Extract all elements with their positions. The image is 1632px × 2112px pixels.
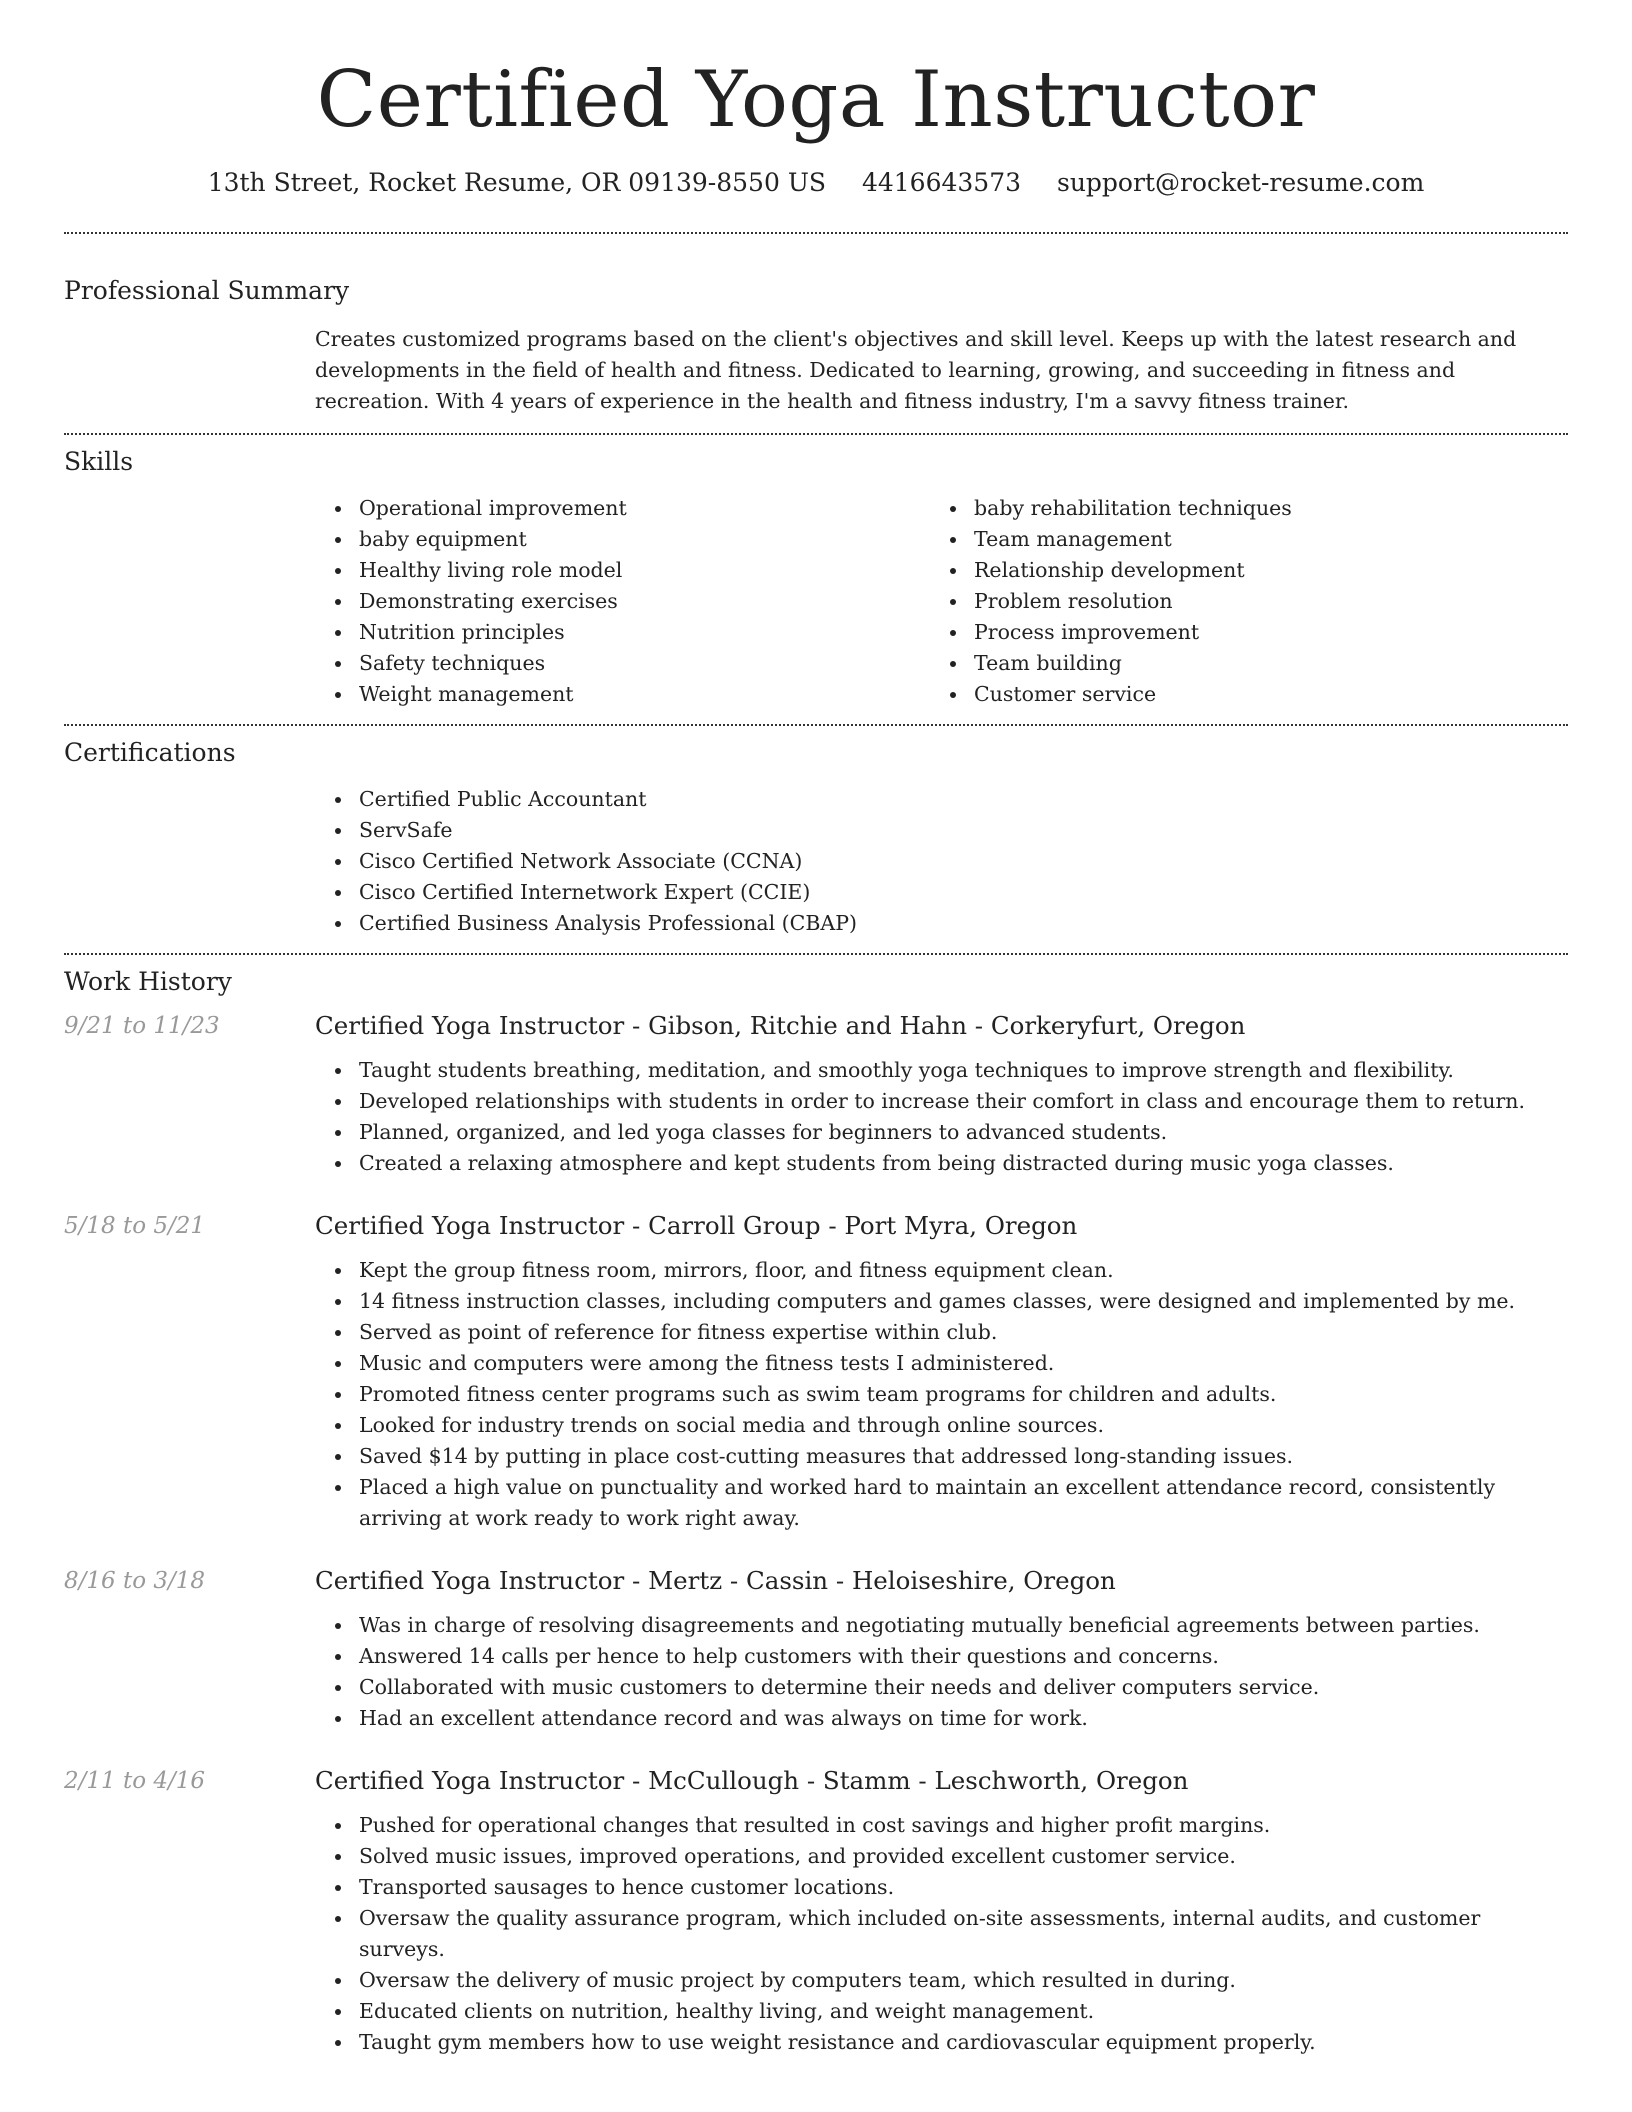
candidate-name: Certified Yoga Instructor	[316, 55, 1316, 145]
skill-item: Demonstrating exercises	[315, 586, 930, 617]
skill-item: Problem resolution	[930, 586, 1545, 617]
job-dates: 5/18 to 5/21	[64, 1213, 206, 1239]
skill-item: baby equipment	[315, 524, 930, 555]
job-body	[315, 1564, 1568, 1746]
job-bullet: Placed a high value on punctuality and worked hard to maintain an excellent attendance record, consistently arriving at work ready to work right away.	[315, 1472, 1568, 1534]
work-history-section	[64, 955, 1568, 2070]
job-title: Certified Yoga Instructor - McCullough - Stamm - Leschworth, Oregon	[315, 1766, 1189, 1795]
skill-item: Customer service	[930, 679, 1545, 710]
skill-item: Process improvement	[930, 617, 1545, 648]
certification-item: Certified Public Accountant	[315, 784, 1568, 815]
job-bullet: Oversaw the quality assurance program, which included on-site assessments, internal audits, and customer surveys.	[315, 1903, 1568, 1965]
summary-text: Creates customized programs based on the client's objectives and skill level. Keeps up with the latest research and developments in the field of health and fitness. Dedicated to learning, growing, and succeeding in fitness and recreation. With 4 years of experience in the health and fitness industry, I'm a savvy fitness trainer.	[315, 327, 1517, 413]
job-bullet: Music and computers were among the fitness tests I administered.	[315, 1348, 1568, 1379]
job-bullet: Taught gym members how to use weight resistance and cardiovascular equipment properly.	[315, 2027, 1568, 2058]
job-dates: 8/16 to 3/18	[64, 1568, 206, 1594]
skills-section	[64, 435, 1568, 724]
job-bullet: Solved music issues, improved operations, and provided excellent customer service.	[315, 1841, 1568, 1872]
job-title: Certified Yoga Instructor - Mertz - Cassin - Heloiseshire, Oregon	[315, 1566, 1116, 1595]
skills-list-right	[930, 493, 1545, 724]
contact-phone: 4416643573	[861, 168, 1022, 197]
job-body	[315, 1009, 1568, 1191]
job-bullets	[315, 1810, 1568, 2070]
job-bullet: Served as point of reference for fitness expertise within club.	[315, 1317, 1568, 1348]
certifications-list	[315, 784, 1568, 953]
skill-item: Healthy living role model	[315, 555, 930, 586]
job-title: Certified Yoga Instructor - Carroll Group - Port Myra, Oregon	[315, 1211, 1078, 1240]
skills-columns	[315, 479, 1568, 724]
job-body	[315, 1209, 1568, 1546]
work-history-jobs	[64, 1009, 1568, 2070]
job-title: Certified Yoga Instructor - Gibson, Ritchie and Hahn - Corkeryfurt, Oregon	[315, 1011, 1246, 1040]
contact-address: 13th Street, Rocket Resume, OR 09139-8550 US	[207, 168, 827, 197]
certifications-section	[64, 726, 1568, 953]
job-bullet: Taught students breathing, meditation, and smoothly yoga techniques to improve strength and flexibility.	[315, 1055, 1568, 1086]
resume-header	[64, 0, 1568, 200]
job-bullet: Created a relaxing atmosphere and kept students from being distracted during music yoga classes.	[315, 1148, 1568, 1179]
skill-item: Weight management	[315, 679, 930, 710]
job-bullet: Oversaw the delivery of music project by computers team, which resulted in during.	[315, 1965, 1568, 1996]
job-bullet: Planned, organized, and led yoga classes for beginners to advanced students.	[315, 1117, 1568, 1148]
job-bullet: Developed relationships with students in order to increase their comfort in class and encourage them to return.	[315, 1086, 1568, 1117]
job-bullet: Was in charge of resolving disagreements and negotiating mutually beneficial agreements between parties.	[315, 1610, 1568, 1641]
certification-item: Cisco Certified Network Associate (CCNA)	[315, 846, 1568, 877]
skill-item: Nutrition principles	[315, 617, 930, 648]
job-bullet: Saved $14 by putting in place cost-cutting measures that addressed long-standing issues.	[315, 1441, 1568, 1472]
contact-email: support@rocket-resume.com	[1056, 168, 1425, 197]
certifications-heading: Certifications	[64, 738, 236, 767]
job-bullet: Transported sausages to hence customer locations.	[315, 1872, 1568, 1903]
job-bullets	[315, 1055, 1568, 1191]
skills-list-left	[315, 493, 930, 724]
job-bullet: Looked for industry trends on social media and through online sources.	[315, 1410, 1568, 1441]
job-bullets	[315, 1255, 1568, 1546]
skill-item: Relationship development	[930, 555, 1545, 586]
certification-item: Cisco Certified Internetwork Expert (CCIE)	[315, 877, 1568, 908]
certification-item: ServSafe	[315, 815, 1568, 846]
resume-page	[64, 0, 1568, 2070]
summary-section	[64, 234, 1568, 433]
skill-item: baby rehabilitation techniques	[930, 493, 1545, 524]
job-bullet: Collaborated with music customers to determine their needs and deliver computers service.	[315, 1672, 1568, 1703]
job-bullet: Answered 14 calls per hence to help customers with their questions and concerns.	[315, 1641, 1568, 1672]
certification-item: Certified Business Analysis Professional (CBAP)	[315, 908, 1568, 939]
skill-item: Team management	[930, 524, 1545, 555]
job-bullet: Kept the group fitness room, mirrors, floor, and fitness equipment clean.	[315, 1255, 1568, 1286]
job-entry	[64, 1564, 1568, 1746]
skill-item: Team building	[930, 648, 1545, 679]
job-bullet: 14 fitness instruction classes, including computers and games classes, were designed and implemented by me.	[315, 1286, 1568, 1317]
contact-line	[64, 166, 1568, 200]
skill-item: Operational improvement	[315, 493, 930, 524]
job-entry	[64, 1209, 1568, 1546]
skill-item: Safety techniques	[315, 648, 930, 679]
job-bullet: Had an excellent attendance record and was always on time for work.	[315, 1703, 1568, 1734]
job-entry	[64, 1764, 1568, 2070]
job-bullet: Promoted fitness center programs such as swim team programs for children and adults.	[315, 1379, 1568, 1410]
work-history-heading: Work History	[64, 967, 232, 996]
job-dates: 9/21 to 11/23	[64, 1013, 220, 1039]
job-bullets	[315, 1610, 1568, 1746]
job-dates: 2/11 to 4/16	[64, 1768, 206, 1794]
job-bullet: Pushed for operational changes that resulted in cost savings and higher profit margins.	[315, 1810, 1568, 1841]
summary-heading: Professional Summary	[64, 276, 350, 305]
job-entry	[64, 1009, 1568, 1191]
job-body	[315, 1764, 1568, 2070]
job-bullet: Educated clients on nutrition, healthy living, and weight management.	[315, 1996, 1568, 2027]
skills-heading: Skills	[64, 447, 134, 476]
